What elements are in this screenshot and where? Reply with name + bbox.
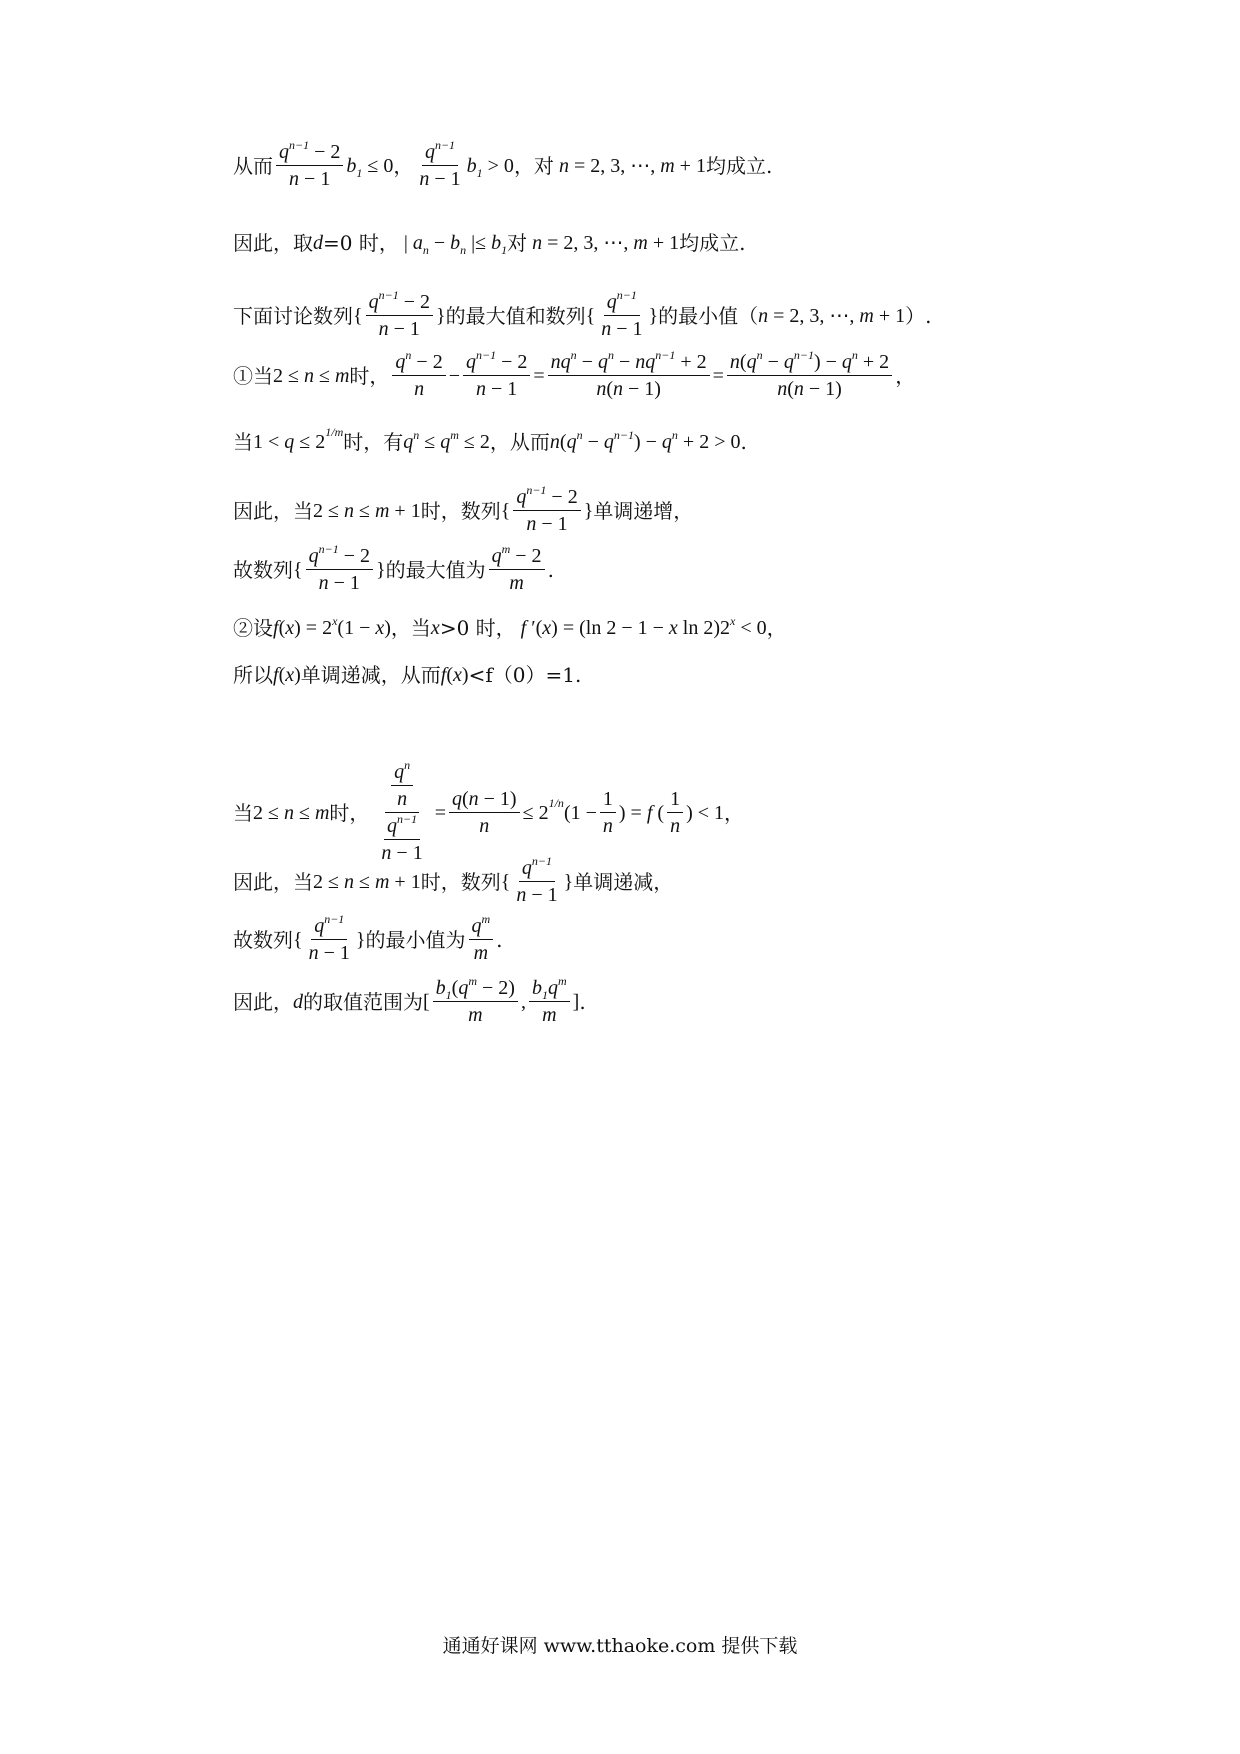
formula-fraction: $\frac{1}{n}$	[600, 789, 616, 836]
text: ，	[393, 153, 414, 178]
text: .	[740, 430, 747, 454]
text: 时，数列	[420, 869, 501, 894]
formula-fraction: $\frac{q^{n-1} - 2}{n - 1}$	[276, 142, 343, 189]
text: 当	[233, 430, 253, 454]
text: 的最大值和数列	[445, 303, 586, 328]
text: 故数列	[233, 557, 293, 582]
formula-fraction: $\frac{q^{n-1}}{n - 1}$	[601, 288, 643, 340]
text: 的最大值为	[385, 557, 486, 582]
formula-fraction: $\frac{q^{n-1} - 2}{n - 1}$	[306, 546, 373, 593]
formula-fraction: $\frac{q^{n-1}}{n - 1}$	[308, 912, 350, 964]
formula-fraction: $\frac{q^{n-1}}{n - 1}$	[516, 854, 558, 906]
text: =0 时，	[323, 231, 399, 255]
text: 的最小值（	[658, 303, 759, 328]
text: .	[579, 989, 586, 1014]
solution-line-4: ①当 2 ≤ n ≤ m 时， $\frac{q^n - 2}{n}$ − $\frac{q^{n-1} - 2}{n - 1}$ = $\frac{nq^n - q^n - nq^{n-1} + 2}{n(n - 1)}$ = $\frac{n(q^n - q^{n-1}) - q^n + 2}{n(n - 1)}$ ，	[233, 348, 916, 400]
text: 所以	[233, 663, 273, 687]
formula: f ′(x) = (ln 2 − 1 − x ln 2)2$^x$ < 0	[515, 614, 767, 639]
variable-d: d	[293, 990, 303, 1013]
text: 单调递减，从而	[300, 663, 441, 687]
text: ①当	[233, 363, 273, 388]
formula-fraction: $\frac{n(q^n - q^{n-1}) - q^n + 2}{n(n - 1)}$	[727, 352, 892, 399]
formula-fraction: $\frac{q(n - 1)}{n}$	[449, 789, 520, 836]
text: .	[496, 927, 503, 952]
solution-line-7: 故数列 { $\frac{q^{n-1} - 2}{n - 1}$ } 的最大值为 $\frac{q^m - 2}{m}$ .	[233, 542, 554, 594]
variable-x: x	[430, 617, 440, 639]
formula: ) < 1	[686, 801, 725, 824]
formula-fraction: $\frac{q^{n-1} - 2}{n - 1}$	[463, 352, 530, 399]
formula: 2 ≤ n ≤ m + 1	[313, 499, 421, 522]
text: 的取值范围为	[303, 989, 423, 1014]
formula: n = 2, 3, ⋯, m + 1	[553, 154, 706, 177]
formula: $n(q^n - q^{n-1}) - q^n + 2 > 0$	[549, 428, 741, 453]
solution-line-11: 因此，当 2 ≤ n ≤ m + 1 时，数列 { $\frac{q^{n-1}}{n - 1}$ } 单调递减，	[233, 854, 674, 906]
formula: 2 ≤ n ≤ m	[273, 364, 350, 387]
formula: ≤ $2^{1/n}(1$ −	[522, 795, 597, 824]
text: 时，	[329, 800, 370, 825]
text: ，	[724, 800, 745, 825]
solution-line-10: 当 2 ≤ n ≤ m 时， $\frac{\frac{q^n}{n}}{\frac{q^{n-1}}{n - 1}}$ = $\frac{q(n - 1)}{n}$ ≤ $2^{1/n}(1$ − $\frac{1}{n}$ ) = f ( $\frac{1}{n}$ ) < 1 ，	[233, 758, 745, 864]
formula-compound-fraction: $\frac{\frac{q^n}{n}}{\frac{q^{n-1}}{n - 1}}$	[381, 758, 423, 864]
solution-line-12: 故数列 { $\frac{q^{n-1}}{n - 1}$ } 的最小值为 $\frac{q^m}{m}$ .	[233, 912, 503, 964]
solution-line-3: 下面讨论数列 { $\frac{q^{n-1} - 2}{n - 1}$ } 的最大值和数列 { $\frac{q^{n-1}}{n - 1}$ } 的最小值（ n = 2, 3, ⋯, m + 1 ）.	[233, 288, 932, 340]
formula-fraction: $\frac{b_1(q^m - 2)}{m}$	[433, 978, 518, 1025]
variable-d: d	[313, 232, 323, 254]
text: 单调递增，	[593, 498, 694, 523]
text: 下面讨论数列	[233, 303, 353, 328]
text: ）.	[905, 303, 932, 328]
solution-line-1	[233, 138, 773, 190]
text: 的最小值为	[365, 927, 466, 952]
solution-line-8	[233, 614, 787, 640]
formula: n = 2, 3, ⋯, m + 1	[758, 304, 906, 327]
formula-fraction: $\frac{q^{n-1} - 2}{n - 1}$	[366, 292, 433, 339]
formula: $q^n \le q^m \le 2$	[403, 428, 490, 453]
text: 因此，	[233, 989, 293, 1014]
formula: n = 2, 3, ⋯, m + 1	[527, 232, 680, 254]
formula: 2 ≤ n ≤ m + 1	[313, 870, 421, 893]
text: 时，有	[343, 430, 404, 454]
formula: $b_1 > 0$	[466, 154, 514, 180]
text: ，对	[513, 153, 554, 178]
formula: | $a_n - b_n$ |≤ $b_1$	[403, 232, 508, 257]
formula-fraction: $\frac{q^n - 2}{n}$	[392, 352, 445, 399]
text: ，从而	[489, 430, 550, 454]
formula: f(x)	[273, 664, 301, 686]
text: 从而	[233, 153, 273, 178]
text: 均成立.	[679, 231, 746, 255]
text: ②设	[233, 616, 273, 640]
text: 因此，取	[233, 231, 313, 255]
formula-fraction: $\frac{q^{n-1}}{n - 1}$	[419, 138, 461, 190]
text: 当	[233, 800, 253, 825]
solution-line-5	[233, 425, 747, 454]
text: 单调递减，	[573, 869, 674, 894]
text: 对	[507, 231, 528, 255]
text: .	[547, 557, 554, 582]
formula: $1 < q \le 2^{1/m}$	[253, 425, 344, 453]
formula-fraction: $\frac{1}{n}$	[667, 789, 683, 836]
text: ，	[766, 616, 787, 640]
text: >0 时，	[439, 616, 516, 640]
footer-watermark: 通通好课网 www.tthaoke.com 提供下载	[442, 1635, 798, 1657]
formula-fraction: $\frac{q^m - 2}{m}$	[489, 546, 545, 593]
formula: ) = f (	[618, 801, 665, 824]
solution-line-9	[233, 665, 581, 685]
text: 时，数列	[420, 498, 501, 523]
text: 时，	[349, 363, 390, 388]
formula: $f(x) = 2^x(1 - x)$	[273, 614, 391, 639]
formula-fraction: $\frac{nq^n - q^n - nq^{n-1} + 2}{n(n - 1)}$	[548, 352, 710, 399]
solution-line-2	[233, 231, 746, 257]
solution-line-6: 因此，当 2 ≤ n ≤ m + 1 时，数列 { $\frac{q^{n-1} - 2}{n - 1}$ } 单调递增，	[233, 483, 694, 535]
formula: 2 ≤ n ≤ m	[253, 801, 330, 824]
formula: f(x)	[440, 664, 469, 686]
text: 因此，当	[233, 498, 313, 523]
formula-fraction: $\frac{q^m}{m}$	[469, 916, 494, 963]
formula: $b_1 \le 0$	[346, 154, 394, 180]
formula-fraction: $\frac{q^{n-1} - 2}{n - 1}$	[513, 487, 580, 534]
solution-line-13: 因此， d 的取值范围为 [ $\frac{b_1(q^m - 2)}{m}$ , $\frac{b_1q^m}{m}$ ] .	[233, 974, 586, 1026]
text: <f（0）=1.	[468, 663, 582, 687]
formula-fraction: $\frac{b_1q^m}{m}$	[529, 978, 570, 1025]
text: 因此，当	[233, 869, 313, 894]
text: ，当	[390, 616, 431, 640]
text: 故数列	[233, 927, 293, 952]
text: ，	[895, 363, 916, 388]
text: 均成立.	[705, 153, 773, 178]
